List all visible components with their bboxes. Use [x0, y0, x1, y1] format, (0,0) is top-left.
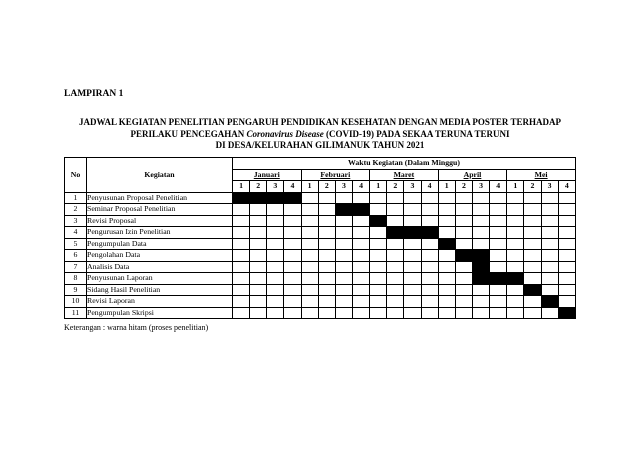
week-cell [541, 284, 558, 296]
week-cell [318, 296, 335, 308]
table-row [65, 250, 576, 262]
week-cell [455, 284, 472, 296]
week-cell [490, 284, 507, 296]
activity-name: Analisis Data [87, 261, 233, 273]
week-cell [250, 250, 267, 262]
week-cell [250, 204, 267, 216]
week-cell [558, 238, 575, 250]
week-cell [318, 261, 335, 273]
row-number: 1 [65, 192, 87, 204]
table-row [65, 261, 576, 273]
activity-name: Pengurusan Izin Penelitian [87, 227, 233, 239]
week-cell [370, 227, 387, 239]
week-cell [267, 204, 284, 216]
week-cell [233, 307, 250, 319]
week-cell [472, 227, 489, 239]
week-cell [541, 215, 558, 227]
week-cell [507, 296, 524, 308]
week-number: 1 [507, 181, 524, 193]
activity-name: Pengolahan Data [87, 250, 233, 262]
week-number: 4 [490, 181, 507, 193]
week-cell [421, 215, 438, 227]
header-no: No [65, 158, 87, 193]
week-cell [335, 296, 352, 308]
week-cell [284, 204, 301, 216]
week-cell [370, 192, 387, 204]
week-number: 3 [404, 181, 421, 193]
week-cell [370, 238, 387, 250]
week-cell [301, 204, 318, 216]
week-cell [284, 227, 301, 239]
week-cell [250, 261, 267, 273]
week-cell [352, 284, 369, 296]
week-cell-active [541, 296, 558, 308]
row-number: 10 [65, 296, 87, 308]
week-number: 2 [250, 181, 267, 193]
week-cell-active [524, 284, 541, 296]
week-cell [335, 192, 352, 204]
week-cell [558, 250, 575, 262]
week-cell [421, 284, 438, 296]
week-cell [301, 296, 318, 308]
week-cell [267, 227, 284, 239]
week-cell-active [472, 261, 489, 273]
week-cell [284, 273, 301, 285]
week-cell [490, 192, 507, 204]
week-cell [524, 250, 541, 262]
month-header: April [438, 169, 507, 181]
week-cell-active [438, 238, 455, 250]
week-cell-active [404, 227, 421, 239]
week-number: 1 [233, 181, 250, 193]
week-number: 2 [524, 181, 541, 193]
week-number: 4 [558, 181, 575, 193]
week-cell [404, 284, 421, 296]
week-cell [455, 261, 472, 273]
week-cell [558, 261, 575, 273]
row-number: 5 [65, 238, 87, 250]
week-cell [267, 215, 284, 227]
week-number: 3 [335, 181, 352, 193]
week-cell [387, 261, 404, 273]
week-cell [318, 284, 335, 296]
row-number: 6 [65, 250, 87, 262]
week-number: 2 [455, 181, 472, 193]
week-cell [438, 227, 455, 239]
week-cell [507, 238, 524, 250]
title-line-1: JADWAL KEGIATAN PENELITIAN PENGARUH PENDIDIKAN KESEHATAN DENGAN MEDIA POSTER TERHADAP [79, 117, 561, 127]
week-cell [438, 192, 455, 204]
schedule-table [64, 157, 576, 319]
week-cell [541, 307, 558, 319]
activity-name: Sidang Hasil Penelitian [87, 284, 233, 296]
title-line-3: DI DESA/KELURAHAN GILIMANUK TAHUN 2021 [215, 140, 425, 150]
week-cell [335, 261, 352, 273]
week-cell [404, 204, 421, 216]
week-cell [387, 204, 404, 216]
week-cell [352, 307, 369, 319]
week-cell [541, 250, 558, 262]
schedule-body [65, 192, 576, 319]
week-cell [284, 284, 301, 296]
week-cell [421, 250, 438, 262]
week-cell [490, 238, 507, 250]
week-cell [541, 204, 558, 216]
table-row [65, 238, 576, 250]
week-cell [438, 261, 455, 273]
week-cell [558, 215, 575, 227]
row-number: 8 [65, 273, 87, 285]
week-cell [267, 261, 284, 273]
week-cell [507, 307, 524, 319]
week-cell [421, 204, 438, 216]
header-waktu: Waktu Kegiatan (Dalam Minggu) [233, 158, 576, 170]
week-cell [250, 227, 267, 239]
week-cell [318, 215, 335, 227]
week-cell [541, 261, 558, 273]
row-number: 11 [65, 307, 87, 319]
week-cell [490, 215, 507, 227]
week-cell-active [233, 192, 250, 204]
week-cell [438, 250, 455, 262]
week-cell [301, 284, 318, 296]
week-cell [301, 250, 318, 262]
week-cell [352, 250, 369, 262]
week-cell [370, 296, 387, 308]
week-cell [233, 215, 250, 227]
week-cell [301, 238, 318, 250]
week-cell [421, 238, 438, 250]
week-cell [250, 215, 267, 227]
week-cell [472, 284, 489, 296]
week-cell [233, 227, 250, 239]
week-cell [267, 250, 284, 262]
week-cell [558, 227, 575, 239]
activity-name: Pengumpulan Data [87, 238, 233, 250]
week-cell [455, 238, 472, 250]
week-cell [421, 261, 438, 273]
week-cell [335, 227, 352, 239]
week-cell [318, 204, 335, 216]
week-cell [301, 215, 318, 227]
week-cell [233, 296, 250, 308]
week-cell [233, 204, 250, 216]
week-cell [335, 284, 352, 296]
week-cell [301, 261, 318, 273]
week-number: 1 [438, 181, 455, 193]
week-cell [558, 284, 575, 296]
week-cell [472, 192, 489, 204]
week-cell-active [370, 215, 387, 227]
week-cell [507, 192, 524, 204]
week-cell-active [267, 192, 284, 204]
week-number: 1 [301, 181, 318, 193]
week-cell [524, 204, 541, 216]
week-cell-active [490, 273, 507, 285]
week-cell [558, 204, 575, 216]
week-cell [352, 273, 369, 285]
week-cell [404, 296, 421, 308]
row-number: 4 [65, 227, 87, 239]
week-cell [541, 192, 558, 204]
week-cell [387, 284, 404, 296]
week-number: 3 [267, 181, 284, 193]
table-row [65, 192, 576, 204]
week-cell [284, 307, 301, 319]
week-cell [318, 192, 335, 204]
week-cell-active [455, 250, 472, 262]
week-cell [507, 261, 524, 273]
week-cell-active [472, 273, 489, 285]
week-cell [472, 215, 489, 227]
week-cell [250, 273, 267, 285]
table-row [65, 284, 576, 296]
week-cell [284, 215, 301, 227]
week-cell [421, 296, 438, 308]
week-cell [524, 238, 541, 250]
week-cell [438, 296, 455, 308]
week-cell [387, 250, 404, 262]
week-cell [455, 273, 472, 285]
week-cell [472, 296, 489, 308]
week-cell [284, 261, 301, 273]
activity-name: Revisi Laporan [87, 296, 233, 308]
week-cell [370, 307, 387, 319]
activity-name: Seminar Proposal Penelitian [87, 204, 233, 216]
week-cell [524, 192, 541, 204]
week-cell [404, 215, 421, 227]
week-cell [250, 284, 267, 296]
week-cell-active [335, 204, 352, 216]
week-cell [490, 261, 507, 273]
activity-name: Penyusunan Proposal Penelitian [87, 192, 233, 204]
week-cell [318, 227, 335, 239]
week-cell [541, 273, 558, 285]
week-cell [250, 238, 267, 250]
week-cell [352, 261, 369, 273]
week-cell [490, 204, 507, 216]
week-cell [404, 307, 421, 319]
week-cell [370, 204, 387, 216]
week-cell-active [387, 227, 404, 239]
week-cell [284, 250, 301, 262]
week-cell [421, 192, 438, 204]
week-cell [370, 261, 387, 273]
week-cell [507, 215, 524, 227]
title-line-2-pre: PERILAKU PENCEGAHAN [130, 128, 245, 139]
table-row [65, 273, 576, 285]
week-cell [387, 273, 404, 285]
week-cell [301, 307, 318, 319]
week-cell [404, 273, 421, 285]
week-cell [404, 238, 421, 250]
week-cell [490, 307, 507, 319]
row-number: 7 [65, 261, 87, 273]
week-cell [267, 238, 284, 250]
week-cell [318, 250, 335, 262]
week-cell [318, 273, 335, 285]
week-cell [370, 273, 387, 285]
week-cell [318, 307, 335, 319]
week-cell [507, 204, 524, 216]
table-row [65, 296, 576, 308]
week-number: 1 [370, 181, 387, 193]
week-cell-active [507, 273, 524, 285]
week-cell [233, 273, 250, 285]
week-cell [267, 307, 284, 319]
month-header: Januari [233, 169, 302, 181]
row-number: 2 [65, 204, 87, 216]
week-cell [301, 273, 318, 285]
activity-name: Pengumpulan Skripsi [87, 307, 233, 319]
title-line-2 [40, 129, 600, 141]
week-cell [250, 296, 267, 308]
week-cell [438, 215, 455, 227]
week-cell [558, 296, 575, 308]
activity-name: Penyusunan Laporan [87, 273, 233, 285]
month-header: Maret [370, 169, 439, 181]
week-cell [472, 307, 489, 319]
week-cell-active [421, 227, 438, 239]
week-cell [438, 284, 455, 296]
week-cell [541, 238, 558, 250]
month-header: Februari [301, 169, 370, 181]
week-cell [267, 284, 284, 296]
document-title [40, 117, 600, 152]
week-cell [352, 215, 369, 227]
week-cell [455, 215, 472, 227]
week-cell [267, 296, 284, 308]
keterangan-note: Keterangan : warna hitam (proses penelitian) [64, 323, 209, 332]
week-cell [233, 238, 250, 250]
week-cell [507, 284, 524, 296]
header-kegiatan: Kegiatan [87, 158, 233, 193]
week-number: 4 [284, 181, 301, 193]
week-cell [421, 273, 438, 285]
week-cell [472, 238, 489, 250]
week-cell [490, 250, 507, 262]
week-cell [558, 192, 575, 204]
week-cell [370, 250, 387, 262]
week-cell [233, 284, 250, 296]
title-line-2-italic: Coronavirus Disease [246, 128, 324, 139]
week-number: 2 [318, 181, 335, 193]
week-cell [404, 261, 421, 273]
week-cell [524, 261, 541, 273]
week-cell [558, 273, 575, 285]
week-cell [352, 227, 369, 239]
week-cell [352, 296, 369, 308]
week-cell [438, 273, 455, 285]
week-cell [524, 227, 541, 239]
week-cell [370, 284, 387, 296]
week-cell-active [558, 307, 575, 319]
lampiran-heading: LAMPIRAN 1 [64, 89, 124, 99]
week-cell [352, 238, 369, 250]
week-cell [490, 296, 507, 308]
week-cell [455, 227, 472, 239]
week-cell [352, 192, 369, 204]
week-cell-active [284, 192, 301, 204]
week-number: 4 [421, 181, 438, 193]
week-cell [524, 307, 541, 319]
week-cell [284, 238, 301, 250]
header-row-1 [65, 158, 576, 170]
week-cell-active [352, 204, 369, 216]
week-cell [421, 307, 438, 319]
week-cell [387, 215, 404, 227]
week-number: 4 [352, 181, 369, 193]
week-cell [455, 192, 472, 204]
week-cell [541, 227, 558, 239]
table-row [65, 227, 576, 239]
table-row [65, 204, 576, 216]
week-cell [301, 227, 318, 239]
week-cell [233, 250, 250, 262]
week-number: 3 [472, 181, 489, 193]
week-cell [507, 250, 524, 262]
week-cell [524, 273, 541, 285]
week-cell [335, 307, 352, 319]
week-cell [233, 261, 250, 273]
week-cell [250, 307, 267, 319]
week-cell [387, 192, 404, 204]
row-number: 3 [65, 215, 87, 227]
table-row [65, 215, 576, 227]
week-cell [387, 296, 404, 308]
week-cell [455, 296, 472, 308]
week-cell [472, 204, 489, 216]
month-header: Mei [507, 169, 576, 181]
week-number: 2 [387, 181, 404, 193]
week-cell [404, 250, 421, 262]
week-cell [507, 227, 524, 239]
table-row [65, 307, 576, 319]
week-cell [335, 273, 352, 285]
week-cell [335, 238, 352, 250]
week-cell [438, 204, 455, 216]
week-cell [387, 307, 404, 319]
row-number: 9 [65, 284, 87, 296]
week-cell-active [250, 192, 267, 204]
week-cell [404, 192, 421, 204]
week-cell-active [472, 250, 489, 262]
week-cell [490, 227, 507, 239]
week-cell [455, 307, 472, 319]
week-cell [438, 307, 455, 319]
week-cell [284, 296, 301, 308]
week-cell [387, 238, 404, 250]
week-cell [301, 192, 318, 204]
week-cell [335, 215, 352, 227]
activity-name: Revisi Proposal [87, 215, 233, 227]
week-cell [524, 215, 541, 227]
week-cell [335, 250, 352, 262]
week-cell [318, 238, 335, 250]
week-cell [455, 204, 472, 216]
week-cell [524, 296, 541, 308]
week-cell [267, 273, 284, 285]
week-number: 3 [541, 181, 558, 193]
title-line-2-post: (COVID-19) PADA SEKAA TERUNA TERUNI [326, 128, 510, 139]
